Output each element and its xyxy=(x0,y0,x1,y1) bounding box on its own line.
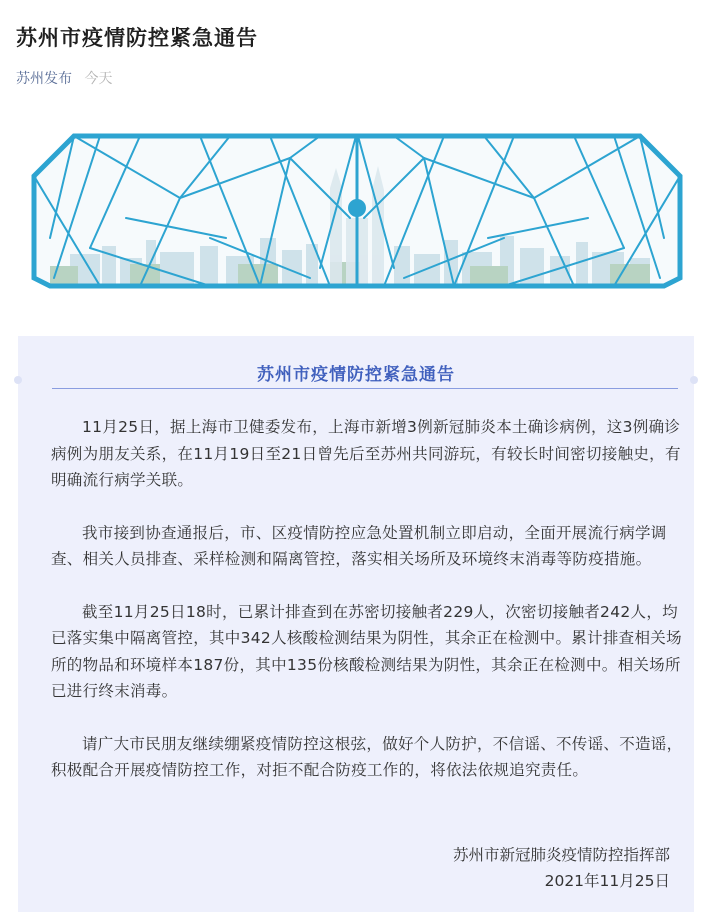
notice-heading: 苏州市疫情防控紧急通告 xyxy=(257,365,455,385)
publish-date: 今天 xyxy=(84,71,113,87)
notice-paragraph: 11月25日，据上海市卫健委发布，上海市新增3例新冠肺炎本土确诊病例，这3例确诊病例为朋友关系，在11月19日至21日曾先后至苏州共同游玩，有较长时间密切接触史，有明确流行病学关联。 xyxy=(51,418,681,489)
account-name-link[interactable]: 苏州发布 xyxy=(16,71,72,87)
notice-paragraph: 我市接到协查通报后，市、区疫情防控应急处置机制立即启动，全面开展流行病学调查、相关人员排查、采样检测和隔离管控，落实相关场所及环境终末消毒等防疫措施。 xyxy=(51,523,667,568)
notice-paragraph: 请广大市民朋友继续绷紧疫情防控这根弦，做好个人防护，不信谣、不传谣、不造谣，积极配合开展疫情防控工作，对拒不配合防疫工作的，将依法依规追究责任。 xyxy=(51,734,683,779)
notice-paragraph: 截至11月25日18时，已累计排查到在苏密切接触者229人，次密切接触者242人，均已落实集中隔离管控，其中342人核酸检测结果为阴性，其余正在检测中。累计排查相关场所的物品和环境样本187份，其中135份核酸检测结果为阴性，其余正在检测中。相关场所已进行终末消毒。 xyxy=(51,602,682,700)
notice-signature xyxy=(453,842,670,894)
heading-divider xyxy=(52,388,678,389)
issue-date: 2021年11月25日 xyxy=(544,872,670,890)
article-title: 苏州市疫情防控紧急通告 xyxy=(16,26,258,50)
notice-body xyxy=(51,414,691,810)
notice-card xyxy=(18,336,694,912)
issuer-name: 苏州市新冠肺炎疫情防控指挥部 xyxy=(452,846,670,864)
article-meta xyxy=(16,68,112,88)
city-skyline-banner xyxy=(30,128,684,298)
